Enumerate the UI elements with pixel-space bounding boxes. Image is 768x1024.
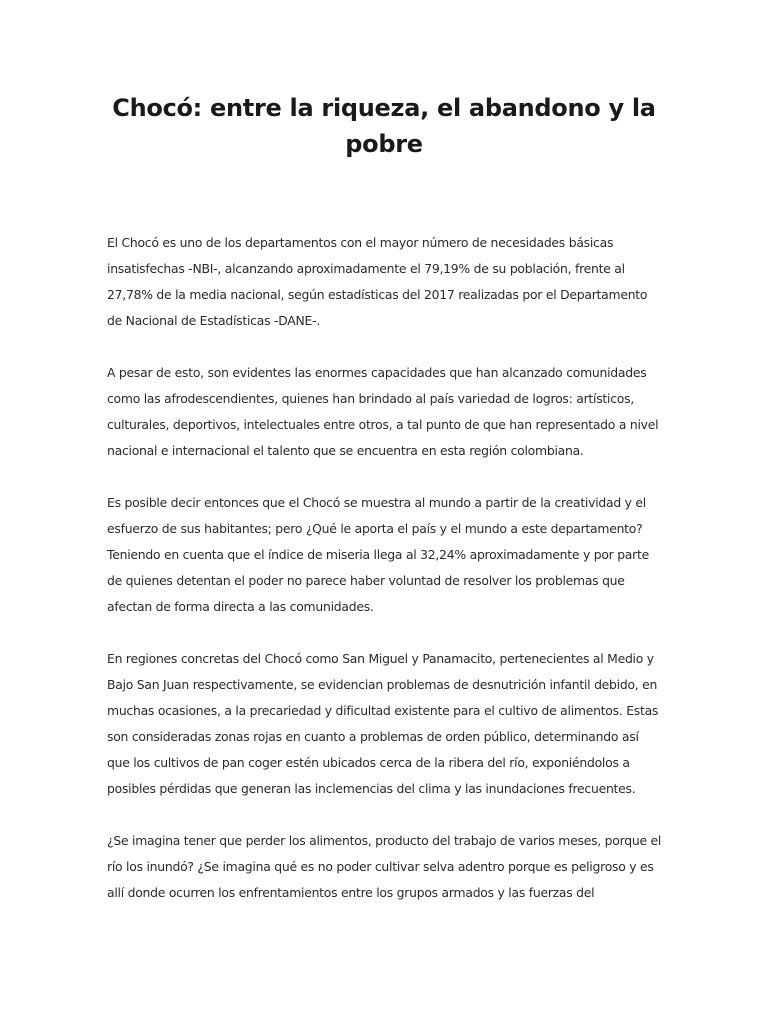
paragraph-4: En regiones concretas del Chocó como San Miguel y Panamacito, pertenecientes al Medio y Bajo San Juan respectivamente, se evidencian problemas de desnutrición infantil debido, en muchas ocasiones, a la precariedad y dificultad existente para el cultivo de alimentos. Estas son consideradas zonas rojas en cuanto a problemas de orden público, determinando así que los cultivos de pan coger estén ubicados cerca de la ribera del río, exponiéndolos a posibles pérdidas que generan las inclemencias del clima y las inundaciones frecuentes.: [107, 651, 659, 796]
paragraph-3: Es posible decir entonces que el Chocó se muestra al mundo a partir de la creatividad y el esfuerzo de sus habitantes; pero ¿Qué le aporta el país y el mundo a este departamento? Teniendo en cuenta que el índice de miseria llega al 32,24% aproximadamente y por parte de quienes detentan el poder no parece haber voluntad de resolver los problemas que afectan de forma directa a las comunidades.: [107, 495, 649, 614]
document-body: [107, 230, 663, 932]
document-title: Chocó: entre la riqueza, el abandono y la pobre: [112, 94, 656, 158]
paragraph-2: A pesar de esto, son evidentes las enormes capacidades que han alcanzado comunidades como las afrodescendientes, quienes han brindado al país variedad de logros: artísticos, culturales, deportivos, intelectuales entre otros, a tal punto de que han representado a nivel nacional e internacional el talento que se encuentra en esta región colombiana.: [107, 365, 659, 458]
paragraph-5: ¿Se imagina tener que perder los alimentos, producto del trabajo de varios meses, porque el río los inundó? ¿Se imagina qué es no poder cultivar selva adentro porque es peligroso y es allí donde ocurren los enfrentamientos entre los grupos armados y las fuerzas del: [107, 833, 662, 900]
paragraph-1: El Chocó es uno de los departamentos con el mayor número de necesidades básicas insatisfechas -NBI-, alcanzando aproximadamente el 79,19% de su población, frente al 27,78% de la media nacional, según estadísticas del 2017 realizadas por el Departamento de Nacional de Estadísticas -DANE-.: [107, 235, 648, 328]
